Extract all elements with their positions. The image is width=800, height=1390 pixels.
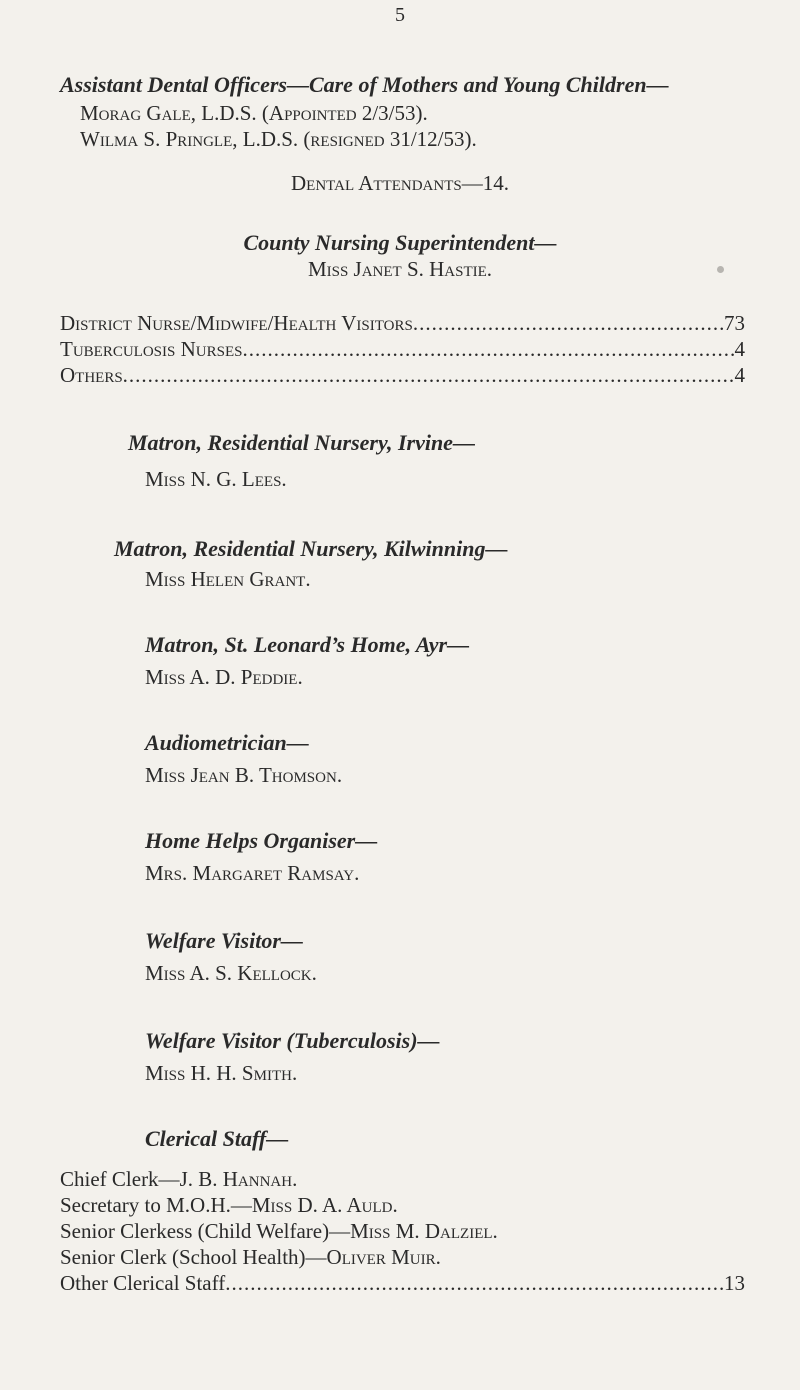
post-holder-name: Miss Helen Grant. (145, 567, 311, 591)
staff-count-value: 4 (734, 337, 745, 361)
post-heading: Welfare Visitor (Tuberculosis)— (145, 1028, 440, 1053)
post-holder-name: Mrs. Margaret Ramsay. (145, 861, 360, 885)
other-clerical-value: 13 (724, 1271, 745, 1295)
nursing-superintendent-name: Miss Janet S. Hastie. (307, 257, 493, 281)
clerical-line (60, 1192, 398, 1218)
clerical-name: Oliver Muir. (326, 1245, 441, 1269)
print-smudge (717, 266, 724, 273)
dot-leader (413, 310, 724, 336)
post-heading: Audiometrician— (145, 730, 309, 755)
staff-count-label: District Nurse/Midwife/Health Visitors (60, 311, 413, 335)
clerical-name: Miss M. Dalziel. (350, 1219, 498, 1243)
page-number: 5 (395, 4, 405, 26)
staff-count-row (60, 336, 745, 362)
post-heading: Matron, Residential Nursery, Kilwinning— (114, 536, 508, 561)
clerical-name: Miss D. A. Auld. (251, 1193, 398, 1217)
staff-count-label: Tuberculosis Nurses (60, 337, 243, 361)
other-clerical-label: Other Clerical Staff (60, 1271, 226, 1295)
staff-count-row (60, 362, 745, 388)
dental-officers-heading: Assistant Dental Officers—Care of Mothers and Young Children— (60, 72, 669, 97)
clerical-line (60, 1244, 441, 1270)
staff-count-row (60, 310, 745, 336)
post-heading: Welfare Visitor— (145, 928, 303, 953)
dental-officer-entry: Wilma S. Pringle, L.D.S. (resigned 31/12/53). (80, 127, 477, 151)
dental-attendants-line: Dental Attendants—14. (291, 171, 509, 195)
post-heading: Matron, St. Leonard’s Home, Ayr— (145, 632, 470, 657)
post-holder-name: Miss H. H. Smith. (145, 1061, 298, 1085)
dental-officer-entry: Morag Gale, L.D.S. (Appointed 2/3/53). (80, 101, 428, 125)
clerical-role: Chief Clerk— (60, 1167, 180, 1191)
nursing-superintendent-heading: County Nursing Superintendent— (243, 230, 557, 255)
staff-count-value: 73 (724, 311, 745, 335)
clerical-line (60, 1218, 498, 1244)
staff-count-label: Others (60, 363, 123, 387)
post-heading: Home Helps Organiser— (145, 828, 378, 853)
clerical-staff-heading: Clerical Staff— (145, 1126, 289, 1151)
other-clerical-row (60, 1270, 745, 1296)
post-holder-name: Miss Jean B. Thomson. (145, 763, 343, 787)
clerical-line (60, 1166, 297, 1192)
staff-count-value: 4 (734, 363, 745, 387)
dot-leader (225, 1270, 724, 1296)
dot-leader (123, 362, 735, 388)
clerical-role: Senior Clerk (School Health)— (60, 1245, 327, 1269)
post-holder-name: Miss A. D. Peddie. (145, 665, 303, 689)
clerical-role: Secretary to M.O.H.— (60, 1193, 252, 1217)
post-holder-name: Miss A. S. Kellock. (145, 961, 317, 985)
dot-leader (242, 336, 734, 362)
clerical-name: J. B. Hannah. (179, 1167, 298, 1191)
post-holder-name: Miss N. G. Lees. (145, 467, 287, 491)
post-heading: Matron, Residential Nursery, Irvine— (128, 430, 475, 455)
clerical-role: Senior Clerkess (Child Welfare)— (60, 1219, 351, 1243)
